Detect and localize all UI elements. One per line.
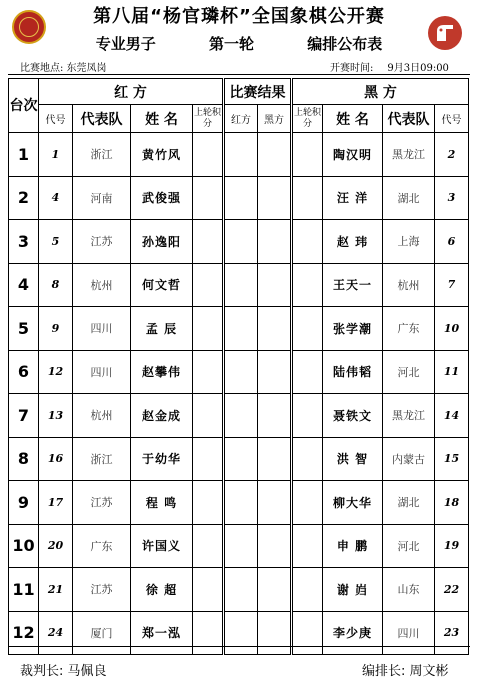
board-number: 1	[9, 133, 39, 177]
board-number: 11	[9, 568, 39, 612]
red-code-header: 代号	[39, 105, 73, 133]
referee-text: 裁判长: 马佩良	[20, 664, 107, 679]
black-result-cell	[258, 437, 291, 481]
table-row	[293, 133, 469, 177]
black-player-team: 湖北	[383, 481, 435, 525]
table-row	[9, 350, 223, 394]
board-number: 7	[9, 394, 39, 438]
red-player-code: 13	[39, 394, 73, 438]
red-side-table	[8, 78, 223, 655]
black-result-cell	[258, 307, 291, 351]
red-player-name: 许国义	[131, 524, 193, 568]
black-player-team: 河北	[383, 524, 435, 568]
table-row	[293, 611, 469, 655]
table-row	[293, 176, 469, 220]
red-player-code: 20	[39, 524, 73, 568]
red-player-code: 8	[39, 263, 73, 307]
black-player-name: 柳大华	[323, 481, 383, 525]
red-player-team: 杭州	[73, 394, 131, 438]
black-player-code: 19	[435, 524, 469, 568]
red-result-cell	[225, 133, 258, 177]
red-player-team: 江苏	[73, 220, 131, 264]
red-player-code: 5	[39, 220, 73, 264]
red-prev-score	[193, 524, 223, 568]
red-player-name: 孙逸阳	[131, 220, 193, 264]
red-player-team: 厦门	[73, 611, 131, 655]
black-player-name: 申 鹏	[323, 524, 383, 568]
black-player-team: 山东	[383, 568, 435, 612]
black-prev-score	[293, 394, 323, 438]
black-player-name: 赵 玮	[323, 220, 383, 264]
red-player-name: 武俊强	[131, 176, 193, 220]
board-number: 12	[9, 611, 39, 655]
black-player-team: 河北	[383, 350, 435, 394]
table-row	[293, 524, 469, 568]
black-player-code: 6	[435, 220, 469, 264]
black-player-code: 23	[435, 611, 469, 655]
divider	[8, 74, 470, 75]
board-number: 3	[9, 220, 39, 264]
page-subtitle	[0, 33, 478, 54]
footer-divider	[8, 646, 470, 647]
board-number: 6	[9, 350, 39, 394]
board-number: 9	[9, 481, 39, 525]
red-player-team: 江苏	[73, 568, 131, 612]
black-side-table	[292, 78, 469, 655]
table-row	[225, 394, 291, 438]
page-title: 第八届“杨官璘杯”全国象棋公开赛	[93, 6, 385, 27]
red-prev-score	[193, 481, 223, 525]
black-player-name: 汪 洋	[323, 176, 383, 220]
black-prev-score	[293, 481, 323, 525]
table-row	[293, 350, 469, 394]
table-row	[9, 133, 223, 177]
black-player-name: 张学潮	[323, 307, 383, 351]
red-result-cell	[225, 611, 258, 655]
red-prev-score	[193, 394, 223, 438]
red-player-name: 程 鸣	[131, 481, 193, 525]
red-player-team: 浙江	[73, 133, 131, 177]
table-row	[293, 437, 469, 481]
red-team-header: 代表队	[73, 105, 131, 133]
red-player-code: 9	[39, 307, 73, 351]
black-player-team: 四川	[383, 611, 435, 655]
red-result-cell	[225, 263, 258, 307]
black-prev-score	[293, 133, 323, 177]
red-prev-score	[193, 176, 223, 220]
black-result-cell	[258, 133, 291, 177]
red-player-name: 孟 辰	[131, 307, 193, 351]
table-row	[225, 133, 291, 177]
red-player-name: 郑一泓	[131, 611, 193, 655]
table-row	[225, 350, 291, 394]
red-side-header: 红 方	[39, 79, 223, 105]
red-result-header: 红方	[225, 105, 258, 133]
black-team-header: 代表队	[383, 105, 435, 133]
tai-header: 台次	[9, 79, 39, 133]
black-prev-score	[293, 611, 323, 655]
black-player-team: 黑龙江	[383, 133, 435, 177]
red-name-header: 姓 名	[131, 105, 193, 133]
black-player-team: 黑龙江	[383, 394, 435, 438]
table-row	[9, 176, 223, 220]
black-player-code: 10	[435, 307, 469, 351]
board-number: 2	[9, 176, 39, 220]
black-result-cell	[258, 263, 291, 307]
red-result-cell	[225, 524, 258, 568]
black-player-team: 广东	[383, 307, 435, 351]
board-number: 8	[9, 437, 39, 481]
table-row	[225, 611, 291, 655]
red-player-code: 17	[39, 481, 73, 525]
table-row	[293, 220, 469, 264]
red-player-code: 24	[39, 611, 73, 655]
black-player-team: 湖北	[383, 176, 435, 220]
doc-label: 编排公布表	[307, 35, 383, 53]
table-row	[293, 481, 469, 525]
red-prev-score	[193, 263, 223, 307]
black-player-code: 3	[435, 176, 469, 220]
red-player-name: 于幼华	[131, 437, 193, 481]
black-prev-score	[293, 220, 323, 264]
black-player-code: 18	[435, 481, 469, 525]
red-result-cell	[225, 220, 258, 264]
red-prev-score	[193, 568, 223, 612]
red-player-name: 赵金成	[131, 394, 193, 438]
red-result-cell	[225, 350, 258, 394]
start-time-value: 9月3日09:00	[387, 63, 449, 74]
red-player-team: 四川	[73, 350, 131, 394]
table-row	[225, 176, 291, 220]
table-row	[9, 220, 223, 264]
black-result-cell	[258, 350, 291, 394]
black-player-code: 11	[435, 350, 469, 394]
black-player-name: 陶汉明	[323, 133, 383, 177]
red-prev-score-header: 上轮积分	[193, 105, 223, 133]
arranger-text: 编排长: 周文彬	[362, 664, 449, 679]
table-row	[225, 481, 291, 525]
table-row	[225, 437, 291, 481]
board-number: 10	[9, 524, 39, 568]
black-side-header: 黑 方	[293, 79, 469, 105]
table-row	[293, 394, 469, 438]
red-result-cell	[225, 307, 258, 351]
black-prev-score-header: 上轮积分	[293, 105, 323, 133]
black-prev-score	[293, 568, 323, 612]
black-result-cell	[258, 220, 291, 264]
table-row	[225, 524, 291, 568]
red-result-cell	[225, 568, 258, 612]
red-prev-score	[193, 133, 223, 177]
table-row	[9, 611, 223, 655]
table-row	[9, 481, 223, 525]
red-player-team: 四川	[73, 307, 131, 351]
black-result-cell	[258, 611, 291, 655]
board-number: 4	[9, 263, 39, 307]
red-result-cell	[225, 437, 258, 481]
black-player-name: 谢 岿	[323, 568, 383, 612]
black-player-code: 14	[435, 394, 469, 438]
black-result-cell	[258, 481, 291, 525]
black-result-cell	[258, 394, 291, 438]
black-player-name: 聂铁文	[323, 394, 383, 438]
black-player-code: 15	[435, 437, 469, 481]
venue-text: 比赛地点: 东莞凤岗	[20, 63, 107, 74]
black-prev-score	[293, 307, 323, 351]
red-player-code: 12	[39, 350, 73, 394]
black-result-cell	[258, 568, 291, 612]
black-player-name: 李少庚	[323, 611, 383, 655]
start-time	[330, 59, 449, 74]
table-row	[9, 437, 223, 481]
black-player-name: 王天一	[323, 263, 383, 307]
black-player-team: 杭州	[383, 263, 435, 307]
red-player-code: 4	[39, 176, 73, 220]
result-header: 比赛结果	[225, 79, 291, 105]
table-row	[9, 263, 223, 307]
red-player-team: 广东	[73, 524, 131, 568]
red-player-team: 杭州	[73, 263, 131, 307]
red-prev-score	[193, 220, 223, 264]
black-player-name: 陆伟韬	[323, 350, 383, 394]
table-row	[9, 568, 223, 612]
black-prev-score	[293, 350, 323, 394]
start-time-label: 开赛时间:	[330, 63, 374, 74]
table-row	[293, 263, 469, 307]
red-prev-score	[193, 350, 223, 394]
board-number: 5	[9, 307, 39, 351]
round-label: 第一轮	[208, 35, 254, 53]
red-prev-score	[193, 307, 223, 351]
black-result-header: 黑方	[258, 105, 291, 133]
red-player-team: 浙江	[73, 437, 131, 481]
red-player-name: 赵攀伟	[131, 350, 193, 394]
black-player-team: 内蒙古	[383, 437, 435, 481]
black-name-header: 姓 名	[323, 105, 383, 133]
table-row	[9, 394, 223, 438]
table-row	[293, 568, 469, 612]
red-result-cell	[225, 176, 258, 220]
black-player-name: 洪 智	[323, 437, 383, 481]
red-result-cell	[225, 394, 258, 438]
black-prev-score	[293, 263, 323, 307]
red-player-name: 黄竹风	[131, 133, 193, 177]
black-result-cell	[258, 524, 291, 568]
black-prev-score	[293, 524, 323, 568]
red-player-name: 徐 超	[131, 568, 193, 612]
result-table	[224, 78, 291, 655]
table-row	[225, 220, 291, 264]
table-row	[225, 263, 291, 307]
red-prev-score	[193, 611, 223, 655]
black-result-cell	[258, 176, 291, 220]
table-row	[9, 307, 223, 351]
red-prev-score	[193, 437, 223, 481]
red-player-code: 16	[39, 437, 73, 481]
table-row	[293, 307, 469, 351]
black-player-team: 上海	[383, 220, 435, 264]
black-prev-score	[293, 176, 323, 220]
red-player-team: 江苏	[73, 481, 131, 525]
black-code-header: 代号	[435, 105, 469, 133]
red-player-code: 21	[39, 568, 73, 612]
red-result-cell	[225, 481, 258, 525]
group-label: 专业男子	[95, 35, 156, 53]
black-player-code: 2	[435, 133, 469, 177]
black-prev-score	[293, 437, 323, 481]
red-player-team: 河南	[73, 176, 131, 220]
table-row	[225, 568, 291, 612]
black-player-code: 7	[435, 263, 469, 307]
black-player-code: 22	[435, 568, 469, 612]
red-player-name: 何文哲	[131, 263, 193, 307]
red-player-code: 1	[39, 133, 73, 177]
table-row	[225, 307, 291, 351]
table-row	[9, 524, 223, 568]
